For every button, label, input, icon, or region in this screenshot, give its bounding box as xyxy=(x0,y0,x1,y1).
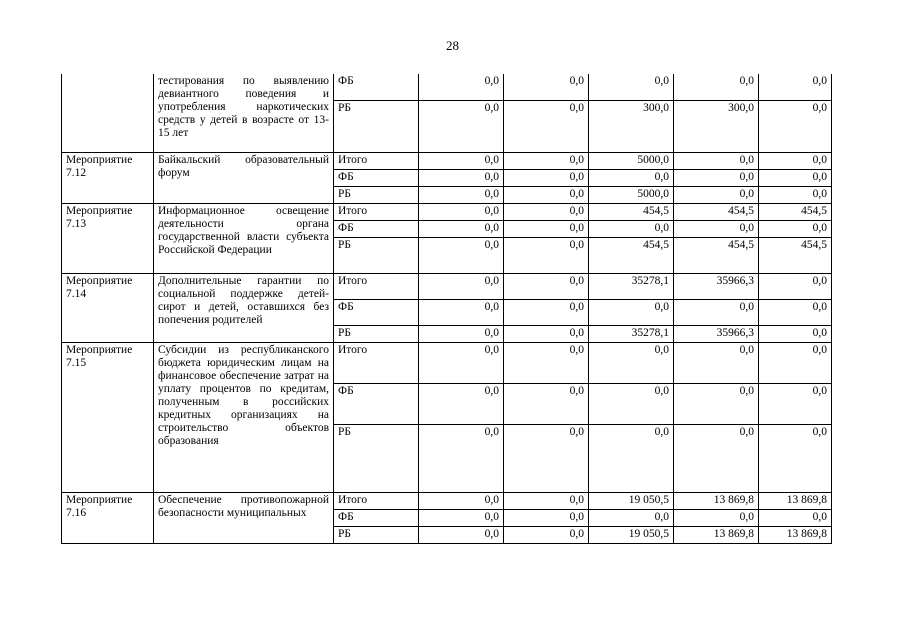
value-cell: 13 869,8 xyxy=(759,526,832,543)
value-cell: 0,0 xyxy=(419,74,504,100)
budget-table xyxy=(61,74,832,544)
value-cell: 0,0 xyxy=(589,424,674,492)
funding-source-cell: РБ xyxy=(334,237,419,273)
value-cell: 19 050,5 xyxy=(589,492,674,509)
event-cell: Мероприятие 7.16 xyxy=(62,492,154,543)
value-cell: 0,0 xyxy=(759,152,832,169)
value-cell: 0,0 xyxy=(419,509,504,526)
value-cell: 0,0 xyxy=(504,509,589,526)
value-cell: 0,0 xyxy=(504,424,589,492)
value-cell: 0,0 xyxy=(504,186,589,203)
value-cell: 0,0 xyxy=(504,299,589,325)
value-cell: 454,5 xyxy=(759,203,832,220)
value-cell: 0,0 xyxy=(504,169,589,186)
funding-source-cell: Итого xyxy=(334,273,419,299)
value-cell: 0,0 xyxy=(674,169,759,186)
funding-source-cell: РБ xyxy=(334,186,419,203)
value-cell: 0,0 xyxy=(759,383,832,424)
value-cell: 0,0 xyxy=(589,383,674,424)
value-cell: 0,0 xyxy=(759,186,832,203)
description-cell: Байкальский образовательный форум xyxy=(154,152,334,203)
value-cell: 0,0 xyxy=(759,74,832,100)
value-cell: 0,0 xyxy=(419,100,504,152)
event-cell: Мероприятие 7.13 xyxy=(62,203,154,273)
value-cell: 0,0 xyxy=(504,203,589,220)
value-cell: 0,0 xyxy=(504,152,589,169)
value-cell: 0,0 xyxy=(759,169,832,186)
table-row xyxy=(62,152,832,169)
value-cell: 0,0 xyxy=(504,273,589,299)
event-cell xyxy=(62,74,154,152)
value-cell: 0,0 xyxy=(674,424,759,492)
value-cell: 0,0 xyxy=(419,526,504,543)
event-cell: Мероприятие 7.15 xyxy=(62,342,154,492)
value-cell: 0,0 xyxy=(504,325,589,342)
value-cell: 0,0 xyxy=(419,169,504,186)
value-cell: 0,0 xyxy=(759,220,832,237)
value-cell: 454,5 xyxy=(674,237,759,273)
value-cell: 0,0 xyxy=(419,325,504,342)
value-cell: 0,0 xyxy=(419,383,504,424)
event-cell: Мероприятие 7.12 xyxy=(62,152,154,203)
value-cell: 0,0 xyxy=(759,424,832,492)
value-cell: 0,0 xyxy=(674,220,759,237)
value-cell: 0,0 xyxy=(589,220,674,237)
value-cell: 0,0 xyxy=(419,492,504,509)
funding-source-cell: ФБ xyxy=(334,299,419,325)
value-cell: 0,0 xyxy=(419,203,504,220)
value-cell: 35278,1 xyxy=(589,273,674,299)
value-cell: 0,0 xyxy=(419,220,504,237)
value-cell: 0,0 xyxy=(419,273,504,299)
funding-source-cell: ФБ xyxy=(334,509,419,526)
table-row xyxy=(62,273,832,299)
value-cell: 0,0 xyxy=(674,152,759,169)
funding-source-cell: Итого xyxy=(334,342,419,383)
value-cell: 0,0 xyxy=(589,509,674,526)
value-cell: 0,0 xyxy=(589,299,674,325)
value-cell: 0,0 xyxy=(419,152,504,169)
funding-source-cell: ФБ xyxy=(334,383,419,424)
funding-source-cell: РБ xyxy=(334,325,419,342)
value-cell: 0,0 xyxy=(419,186,504,203)
value-cell: 300,0 xyxy=(589,100,674,152)
value-cell: 0,0 xyxy=(504,100,589,152)
value-cell: 35966,3 xyxy=(674,273,759,299)
description-cell: Информационное освещение деятельности органа государственной власти субъекта Российской Федерации xyxy=(154,203,334,273)
funding-source-cell: Итого xyxy=(334,152,419,169)
value-cell: 454,5 xyxy=(589,203,674,220)
value-cell: 0,0 xyxy=(419,342,504,383)
funding-source-cell: Итого xyxy=(334,492,419,509)
page-number: 28 xyxy=(446,38,459,53)
value-cell: 0,0 xyxy=(504,383,589,424)
table-row xyxy=(62,74,832,100)
funding-source-cell: РБ xyxy=(334,100,419,152)
value-cell: 0,0 xyxy=(674,74,759,100)
event-cell: Мероприятие 7.14 xyxy=(62,273,154,342)
funding-source-cell: Итого xyxy=(334,203,419,220)
table-row xyxy=(62,203,832,220)
value-cell: 35278,1 xyxy=(589,325,674,342)
value-cell: 0,0 xyxy=(504,74,589,100)
value-cell: 13 869,8 xyxy=(759,492,832,509)
table-row xyxy=(62,342,832,383)
funding-source-cell: ФБ xyxy=(334,220,419,237)
value-cell: 19 050,5 xyxy=(589,526,674,543)
value-cell: 0,0 xyxy=(759,299,832,325)
value-cell: 5000,0 xyxy=(589,186,674,203)
value-cell: 0,0 xyxy=(419,237,504,273)
value-cell: 454,5 xyxy=(674,203,759,220)
value-cell: 0,0 xyxy=(504,220,589,237)
description-cell: тестирования по выявлению девиантного поведения и употребления наркотических средств у детей в возрасте от 13-15 лет xyxy=(154,74,334,152)
value-cell: 0,0 xyxy=(674,299,759,325)
value-cell: 0,0 xyxy=(759,273,832,299)
value-cell: 0,0 xyxy=(504,237,589,273)
value-cell: 0,0 xyxy=(589,74,674,100)
value-cell: 13 869,8 xyxy=(674,526,759,543)
value-cell: 13 869,8 xyxy=(674,492,759,509)
value-cell: 0,0 xyxy=(674,383,759,424)
value-cell: 0,0 xyxy=(759,509,832,526)
value-cell: 300,0 xyxy=(674,100,759,152)
value-cell: 0,0 xyxy=(589,169,674,186)
value-cell: 0,0 xyxy=(419,424,504,492)
value-cell: 0,0 xyxy=(674,342,759,383)
funding-source-cell: РБ xyxy=(334,424,419,492)
value-cell: 0,0 xyxy=(759,342,832,383)
value-cell: 454,5 xyxy=(759,237,832,273)
funding-source-cell: ФБ xyxy=(334,169,419,186)
value-cell: 0,0 xyxy=(674,186,759,203)
value-cell: 0,0 xyxy=(504,342,589,383)
value-cell: 0,0 xyxy=(589,342,674,383)
description-cell: Дополнительные гарантии по социальной поддержке детей-сирот и детей, оставшихся без попечения родителей xyxy=(154,273,334,342)
value-cell: 454,5 xyxy=(589,237,674,273)
value-cell: 0,0 xyxy=(504,526,589,543)
value-cell: 0,0 xyxy=(759,325,832,342)
value-cell: 0,0 xyxy=(759,100,832,152)
value-cell: 0,0 xyxy=(419,299,504,325)
description-cell: Обеспечение противопожарной безопасности муниципальных xyxy=(154,492,334,543)
value-cell: 5000,0 xyxy=(589,152,674,169)
funding-source-cell: ФБ xyxy=(334,74,419,100)
value-cell: 0,0 xyxy=(674,509,759,526)
table-row xyxy=(62,492,832,509)
funding-source-cell: РБ xyxy=(334,526,419,543)
value-cell: 0,0 xyxy=(504,492,589,509)
value-cell: 35966,3 xyxy=(674,325,759,342)
description-cell: Субсидии из республиканского бюджета юридическим лицам на финансовое обеспечение затрат на уплату процентов по кредитам, полученным в российских кредитных организациях на строительство объектов образования xyxy=(154,342,334,492)
